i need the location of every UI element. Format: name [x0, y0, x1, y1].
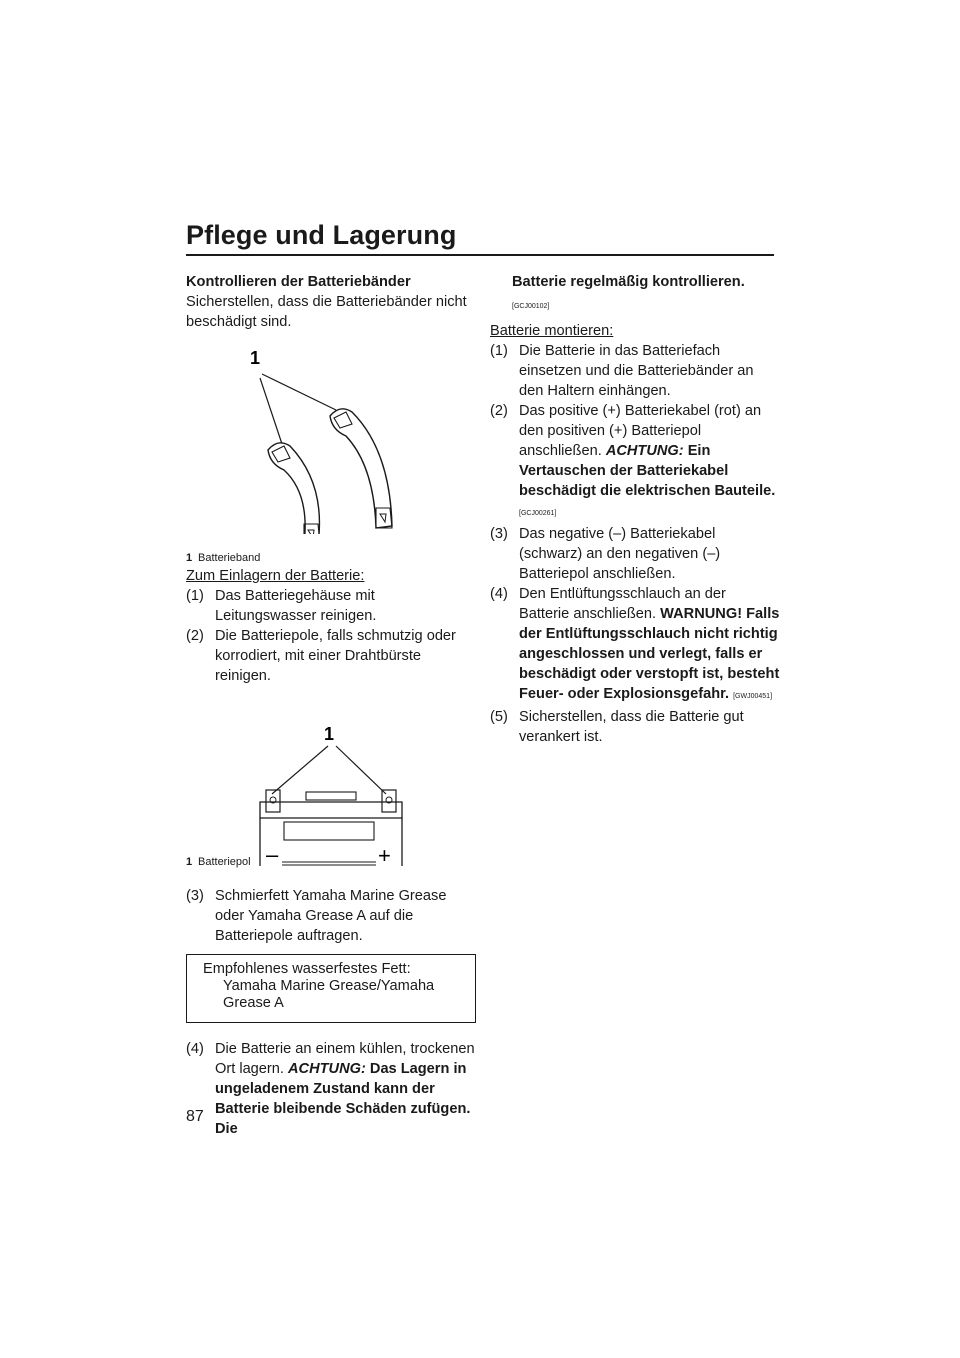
- step-text: Die Batteriepole, falls schmutzig oder korrodiert, mit einer Drahtbürste reinigen.: [215, 628, 456, 684]
- step-text: Sicherstellen, dass die Batterie gut verankert ist.: [519, 709, 744, 745]
- step4-code: [GCJ00102]: [512, 303, 550, 310]
- battery-terminal-figure: [186, 686, 476, 882]
- step-text: Das Batteriegehäuse mit Leitungswasser reinigen.: [215, 588, 377, 624]
- step-number: (4): [490, 586, 508, 602]
- install-heading: Batterie montieren:: [490, 323, 614, 339]
- install-step-5: [490, 707, 780, 747]
- step4-continuation: [490, 272, 780, 292]
- step-number: (1): [186, 588, 204, 604]
- warning-text: WARNUNG! Falls der Entlüftungsschlauch nicht richtig angeschlossen und verlegt, falls er beschädigt oder verstopft ist, besteht Feuer- oder Explosionsgefahr.: [519, 606, 780, 702]
- step4-continuation-text: Batterie regelmäßig kontrollieren.: [512, 274, 745, 290]
- figure2-caption-number: 1: [186, 856, 193, 868]
- recommended-grease-box: [186, 954, 476, 1023]
- figure2-caption: [186, 852, 251, 872]
- intro-text: Sicherstellen, dass die Batteriebänder nicht beschädigt sind.: [186, 294, 467, 330]
- caution-text: Das Lagern in ungeladenem Zustand kann der Batterie bleibende Schäden zufügen. Die: [215, 1061, 471, 1137]
- figure1-callout: 1: [250, 348, 261, 368]
- storage-step-1: [186, 586, 476, 626]
- figure1-caption: [186, 548, 260, 568]
- figure2-caption-text: Batteriepol: [198, 856, 251, 868]
- step-number: (3): [490, 526, 508, 542]
- step-number: (2): [186, 628, 204, 644]
- install-step2-text: Das positive (+) Batteriekabel (rot) an den positiven (+) Batteriepol anschließen.: [519, 403, 762, 459]
- figure2-plus-sign: +: [378, 843, 391, 866]
- battery-strap-illustration: [186, 334, 476, 534]
- step4-code-line: [490, 292, 780, 319]
- right-column: [490, 272, 780, 747]
- step4-text: Die Batterie an einem kühlen, trockenen Ort lagern.: [215, 1041, 475, 1077]
- battery-terminal-illustration: [186, 686, 476, 866]
- figure1-caption-number: 1: [186, 552, 193, 564]
- step-number: (5): [490, 709, 508, 725]
- caution-label: ACHTUNG:: [288, 1061, 366, 1077]
- step-text: Das negative (–) Batteriekabel (schwarz) an den negativen (–) Batteriepol anschließen.: [519, 526, 721, 582]
- battery-strap-figure: [186, 332, 476, 562]
- storage-step-2: [186, 626, 476, 686]
- step-number: (3): [186, 888, 204, 904]
- warning-code: [GWJ00451]: [733, 693, 773, 700]
- storage-step-3: [186, 886, 476, 946]
- step-number: (2): [490, 403, 508, 419]
- storage-step-4: [186, 1039, 476, 1139]
- caution-label: ACHTUNG:: [605, 443, 684, 459]
- step-text: [519, 584, 780, 707]
- grease-box-value: Yamaha Marine Grease/Yamaha Grease A: [223, 978, 435, 1011]
- figure2-callout: 1: [324, 724, 335, 744]
- install-step-2: [490, 401, 780, 524]
- grease-box-label: Empfohlenes wasserfestes Fett:: [203, 961, 411, 977]
- step-text: [519, 401, 780, 524]
- page-number: 87: [186, 1108, 204, 1125]
- caution-code: [GCJ00261]: [519, 510, 557, 517]
- install-step-1: [490, 341, 780, 401]
- section-heading-battery-straps: Kontrollieren der Batteriebänder: [186, 274, 411, 290]
- page-title: Pflege und Lagerung: [186, 220, 457, 250]
- step-text: Die Batterie in das Batteriefach einsetzen und die Batteriebänder an den Haltern einhängen.: [519, 343, 754, 399]
- title-rule: [186, 254, 774, 256]
- step-text: Schmierfett Yamaha Marine Grease oder Yamaha Grease A auf die Batteriepole auftragen.: [215, 888, 447, 944]
- step-number: (4): [186, 1041, 204, 1057]
- figure1-caption-text: Batterieband: [198, 552, 261, 564]
- step-text: [215, 1039, 476, 1139]
- install-step4-text: Den Entlüftungsschlauch an der Batterie anschließen.: [519, 586, 726, 622]
- left-column: [186, 272, 476, 1139]
- caution-text: Ein Vertauschen der Batteriekabel beschädigt die elektrischen Bauteile.: [519, 443, 776, 499]
- install-step-4: [490, 584, 780, 707]
- install-step-3: [490, 524, 780, 584]
- figure2-minus-sign: –: [266, 842, 279, 866]
- storage-heading: Zum Einlagern der Batterie:: [186, 568, 365, 584]
- step-number: (1): [490, 343, 508, 359]
